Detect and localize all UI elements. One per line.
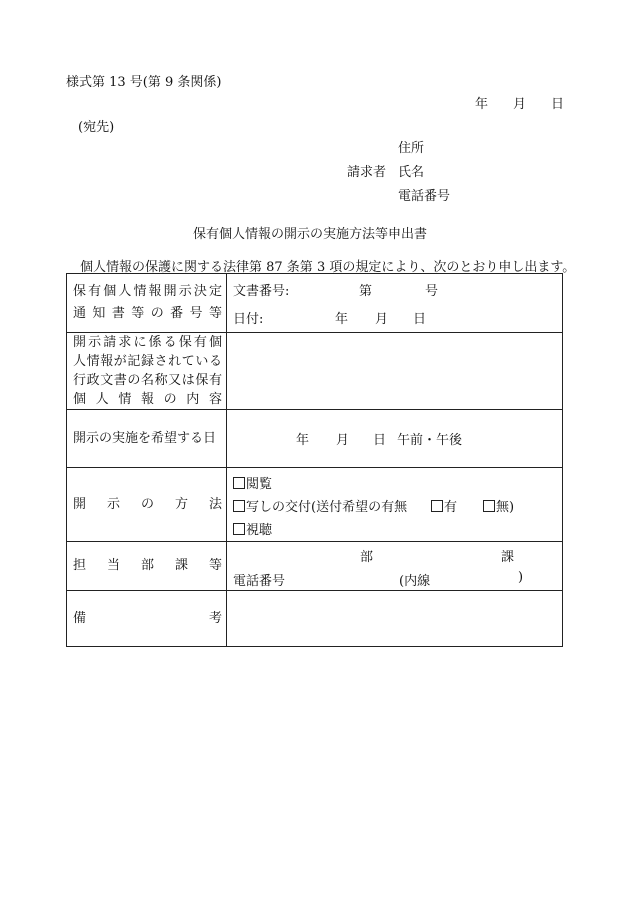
- preferred-date-label: 開示の実施を希望する日: [73, 430, 217, 446]
- option-listen[interactable]: [233, 519, 272, 538]
- value-document-name[interactable]: [227, 333, 563, 410]
- label-char: 備: [73, 610, 87, 626]
- label-char: 記: [127, 354, 141, 369]
- label-char: 内: [186, 392, 200, 407]
- label-char: 係: [148, 335, 162, 350]
- label-char: 政: [86, 373, 100, 388]
- date-label: 日付:: [233, 312, 264, 327]
- label-char: 求: [118, 335, 132, 350]
- phone-label: 電話番号: [398, 189, 451, 204]
- label-char: 番: [170, 306, 184, 321]
- label-char: 個: [208, 335, 222, 350]
- label-line: [73, 352, 222, 371]
- label-char: 課: [174, 558, 188, 573]
- checkbox-no[interactable]: [483, 500, 495, 512]
- label-line: [73, 494, 222, 516]
- doc-number-dai: 第: [359, 284, 373, 299]
- preferred-ampm: 午前・午後: [397, 433, 463, 448]
- label-char: 録: [140, 354, 154, 369]
- intro-text: 個人情報の保護に関する法律第 87 条第 3 項の規定により、次のとおり申し出ます。: [80, 260, 576, 275]
- label-char: の: [163, 392, 177, 407]
- label-char: 考: [208, 610, 222, 626]
- label-char: 号: [189, 306, 203, 321]
- label-char: 等: [208, 306, 222, 321]
- label-char: る: [163, 335, 177, 350]
- label-char: に: [133, 335, 147, 350]
- row-department: [67, 542, 563, 591]
- label-char: 称: [154, 373, 168, 388]
- label-char: 情: [118, 392, 132, 407]
- doc-number-go: 号: [425, 284, 439, 299]
- notice-year: 年: [335, 312, 349, 327]
- label-char: 決: [193, 284, 207, 299]
- notice-day: 日: [413, 312, 427, 327]
- label-char: 定: [208, 284, 222, 299]
- value-decision-notice[interactable]: [227, 274, 563, 333]
- addressee: (宛先): [78, 120, 115, 135]
- requester-label: 請求者: [347, 165, 387, 180]
- label-char: て: [181, 354, 195, 369]
- preferred-year: 年: [296, 433, 310, 448]
- label-char: の: [150, 306, 164, 321]
- label-char: い: [195, 354, 209, 369]
- dept-phone-label: 電話番号: [233, 574, 286, 589]
- label-char: 開: [163, 284, 177, 299]
- option-yes-label: 有: [444, 500, 458, 515]
- label-char: の: [140, 496, 154, 512]
- value-remarks[interactable]: [227, 591, 563, 647]
- option-listen-label: 視聴: [246, 523, 273, 538]
- label-char: が: [113, 354, 127, 369]
- checkbox-copy[interactable]: [233, 500, 245, 512]
- row-document-name: [67, 333, 563, 410]
- label-char: さ: [154, 354, 168, 369]
- value-preferred-date[interactable]: [227, 410, 563, 468]
- checkbox-listen[interactable]: [233, 523, 245, 535]
- label-char: 報: [100, 354, 114, 369]
- checkbox-view[interactable]: [233, 477, 245, 489]
- label-preferred-date: [67, 410, 227, 468]
- label-char: の: [127, 373, 141, 388]
- label-char: 個: [103, 284, 117, 299]
- value-department[interactable]: [227, 542, 563, 591]
- label-char: 開: [73, 496, 87, 512]
- label-char: 個: [73, 392, 87, 407]
- label-char: 示: [106, 496, 120, 512]
- option-no[interactable]: [483, 496, 514, 515]
- preferred-day: 日: [373, 433, 387, 448]
- label-char: 文: [100, 373, 114, 388]
- label-char: れ: [168, 354, 182, 369]
- label-char: 又: [168, 373, 182, 388]
- label-char: 法: [208, 496, 222, 512]
- label-char: 知: [92, 306, 106, 321]
- option-copy-label: 写しの交付(送付希望の有無: [246, 500, 408, 515]
- option-view-label: 閲覧: [246, 477, 273, 492]
- option-view[interactable]: [233, 473, 272, 492]
- label-char: 人: [118, 284, 132, 299]
- date-day: 日: [551, 97, 565, 112]
- label-char: 名: [140, 373, 154, 388]
- label-char: 書: [111, 306, 125, 321]
- label-char: 報: [148, 284, 162, 299]
- label-char: 示: [178, 284, 192, 299]
- label-line: [73, 281, 222, 303]
- label-char: 保: [178, 335, 192, 350]
- label-char: 容: [208, 392, 222, 407]
- preferred-month: 月: [336, 433, 350, 448]
- dept-bu: 部: [360, 550, 374, 565]
- name-label: 氏名: [398, 165, 425, 180]
- label-char: 等: [208, 558, 222, 573]
- label-char: 保: [73, 284, 87, 299]
- dept-ka: 課: [501, 550, 515, 565]
- label-char: 当: [106, 558, 120, 573]
- label-line: [73, 608, 222, 630]
- label-char: 示: [88, 335, 102, 350]
- notice-month: 月: [375, 312, 389, 327]
- label-char: 行: [73, 373, 87, 388]
- label-char: は: [181, 373, 195, 388]
- label-char: 部: [140, 558, 154, 573]
- option-no-label: 無): [496, 500, 515, 515]
- option-yes[interactable]: [431, 496, 457, 515]
- label-department: [67, 542, 227, 591]
- label-char: る: [208, 354, 222, 369]
- checkbox-yes[interactable]: [431, 500, 443, 512]
- label-char: 等: [131, 306, 145, 321]
- option-copy[interactable]: [233, 496, 407, 515]
- label-char: 情: [133, 284, 147, 299]
- date-month: 月: [513, 97, 527, 112]
- label-line: [73, 333, 222, 352]
- label-char: 開: [73, 335, 87, 350]
- label-document-name: [67, 333, 227, 410]
- label-line: [73, 555, 222, 577]
- row-remarks: [67, 591, 563, 647]
- label-line: [73, 303, 222, 325]
- dept-extension: (内線: [399, 574, 431, 589]
- label-char: 方: [174, 496, 188, 512]
- form-number: 様式第 13 号(第 9 条関係): [66, 75, 222, 90]
- label-char: 有: [88, 284, 102, 299]
- request-table: [66, 273, 563, 647]
- doc-number-label: 文書番号:: [233, 284, 290, 299]
- row-decision-notice: [67, 274, 563, 333]
- label-char: 有: [193, 335, 207, 350]
- row-method: [67, 468, 563, 542]
- label-char: 書: [113, 373, 127, 388]
- date-year: 年: [475, 97, 489, 112]
- label-line: [73, 371, 222, 390]
- label-char: 有: [208, 373, 222, 388]
- label-line: [73, 390, 222, 409]
- value-method: [227, 468, 563, 542]
- document-title: 保有個人情報の開示の実施方法等申出書: [193, 227, 428, 242]
- label-char: 請: [103, 335, 117, 350]
- label-char: 通: [73, 306, 87, 321]
- address-label: 住所: [398, 141, 425, 156]
- label-char: 情: [86, 354, 100, 369]
- label-char: 報: [140, 392, 154, 407]
- label-char: 人: [73, 354, 87, 369]
- label-method: [67, 468, 227, 542]
- label-decision-notice: [67, 274, 227, 333]
- row-preferred-date: [67, 410, 563, 468]
- label-char: 人: [95, 392, 109, 407]
- label-char: 担: [73, 558, 87, 573]
- dept-close-paren: ): [518, 570, 524, 585]
- label-char: 保: [195, 373, 209, 388]
- label-remarks: [67, 591, 227, 647]
